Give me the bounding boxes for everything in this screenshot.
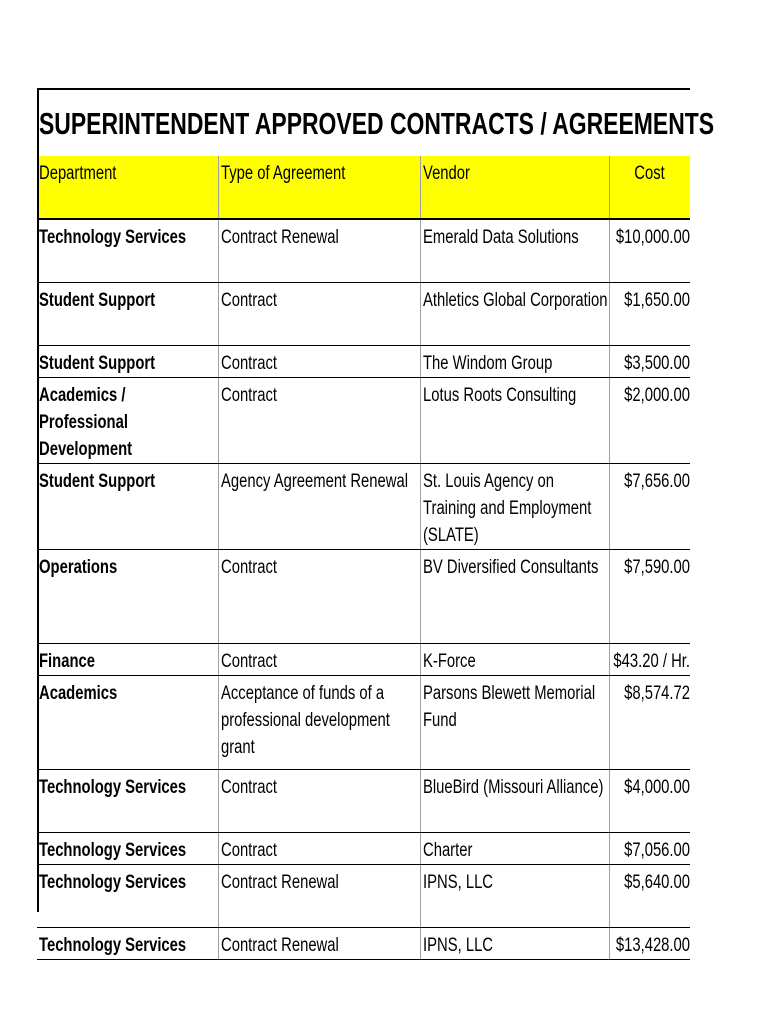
type-cell: Contract — [220, 384, 277, 406]
type-cell: Contract — [220, 352, 277, 374]
cost-cell: $1,650.00 — [624, 289, 690, 311]
department-cell: Finance — [39, 650, 96, 672]
header-cost: Cost — [634, 163, 665, 184]
vendor-cell: BlueBird (Missouri Alliance) — [422, 776, 603, 798]
table-row — [37, 463, 690, 549]
cost-cell: $5,640.00 — [624, 871, 690, 893]
type-cell: Contract Renewal — [220, 934, 339, 956]
cost-cell: $2,000.00 — [624, 384, 690, 406]
type-cell: Contract — [220, 650, 277, 672]
department-cell: Technology Services — [39, 839, 187, 861]
type-cell: Agency Agreement Renewal — [220, 470, 408, 492]
table-row — [37, 675, 690, 769]
vendor-cell: St. Louis Agency on Training and Employment (SLATE) — [422, 470, 591, 546]
sheet-top-border — [37, 88, 690, 90]
department-cell: Technology Services — [39, 227, 187, 248]
header-department: Department — [39, 163, 117, 184]
table-row — [37, 864, 690, 927]
department-cell: Technology Services — [39, 871, 187, 893]
vendor-cell: Athletics Global Corporation — [422, 289, 608, 311]
contracts-table — [37, 156, 690, 960]
table-row — [37, 832, 690, 864]
department-cell: Student Support — [39, 352, 156, 374]
header-row — [37, 156, 690, 219]
type-cell: Contract Renewal — [220, 227, 339, 248]
vendor-cell: Parsons Blewett Memorial Fund — [422, 682, 595, 731]
table-row — [37, 345, 690, 377]
department-cell: Technology Services — [39, 934, 187, 956]
vendor-cell: Charter — [422, 839, 472, 861]
table-row — [37, 769, 690, 832]
cost-cell: $8,574.72 — [624, 682, 690, 704]
type-cell: Contract Renewal — [220, 871, 339, 893]
vendor-cell: Lotus Roots Consulting — [422, 384, 576, 406]
department-cell: Student Support — [39, 470, 156, 492]
type-cell: Contract — [220, 839, 277, 861]
header-type: Type of Agreement — [220, 163, 345, 184]
table-row — [37, 643, 690, 675]
department-cell: Academics — [39, 682, 118, 704]
vendor-cell: K-Force — [422, 650, 476, 672]
type-cell: Contract — [220, 556, 277, 578]
cost-cell: $7,056.00 — [624, 839, 690, 861]
vendor-cell: The Windom Group — [422, 352, 552, 374]
page-title: SUPERINTENDENT APPROVED CONTRACTS / AGREEMENTS — [39, 106, 715, 141]
header-vendor: Vendor — [422, 163, 470, 184]
table-row — [37, 377, 690, 463]
cost-cell: $43.20 / Hr. — [613, 650, 690, 672]
cost-cell: $4,000.00 — [624, 776, 690, 798]
sheet-left-border — [37, 88, 39, 912]
table-row — [37, 282, 690, 345]
department-cell: Technology Services — [39, 776, 187, 798]
cost-cell: $3,500.00 — [624, 352, 690, 374]
department-cell: Operations — [39, 556, 118, 578]
vendor-cell: BV Diversified Consultants — [422, 556, 598, 578]
department-cell: Student Support — [39, 289, 156, 311]
type-cell: Acceptance of funds of a professional development grant — [220, 682, 390, 758]
vendor-cell: IPNS, LLC — [422, 934, 493, 956]
vendor-cell: Emerald Data Solutions — [422, 227, 579, 248]
table-row — [37, 549, 690, 643]
table-row — [37, 927, 690, 959]
cost-cell: $10,000.00 — [615, 227, 690, 248]
cost-cell: $13,428.00 — [615, 934, 690, 956]
cost-cell: $7,656.00 — [624, 470, 690, 492]
type-cell: Contract — [220, 776, 277, 798]
department-cell: Academics / Professional Development — [39, 384, 133, 460]
cost-cell: $7,590.00 — [624, 556, 690, 578]
table-row — [37, 219, 690, 282]
contracts-sheet — [37, 88, 715, 956]
type-cell: Contract — [220, 289, 277, 311]
vendor-cell: IPNS, LLC — [422, 871, 493, 893]
